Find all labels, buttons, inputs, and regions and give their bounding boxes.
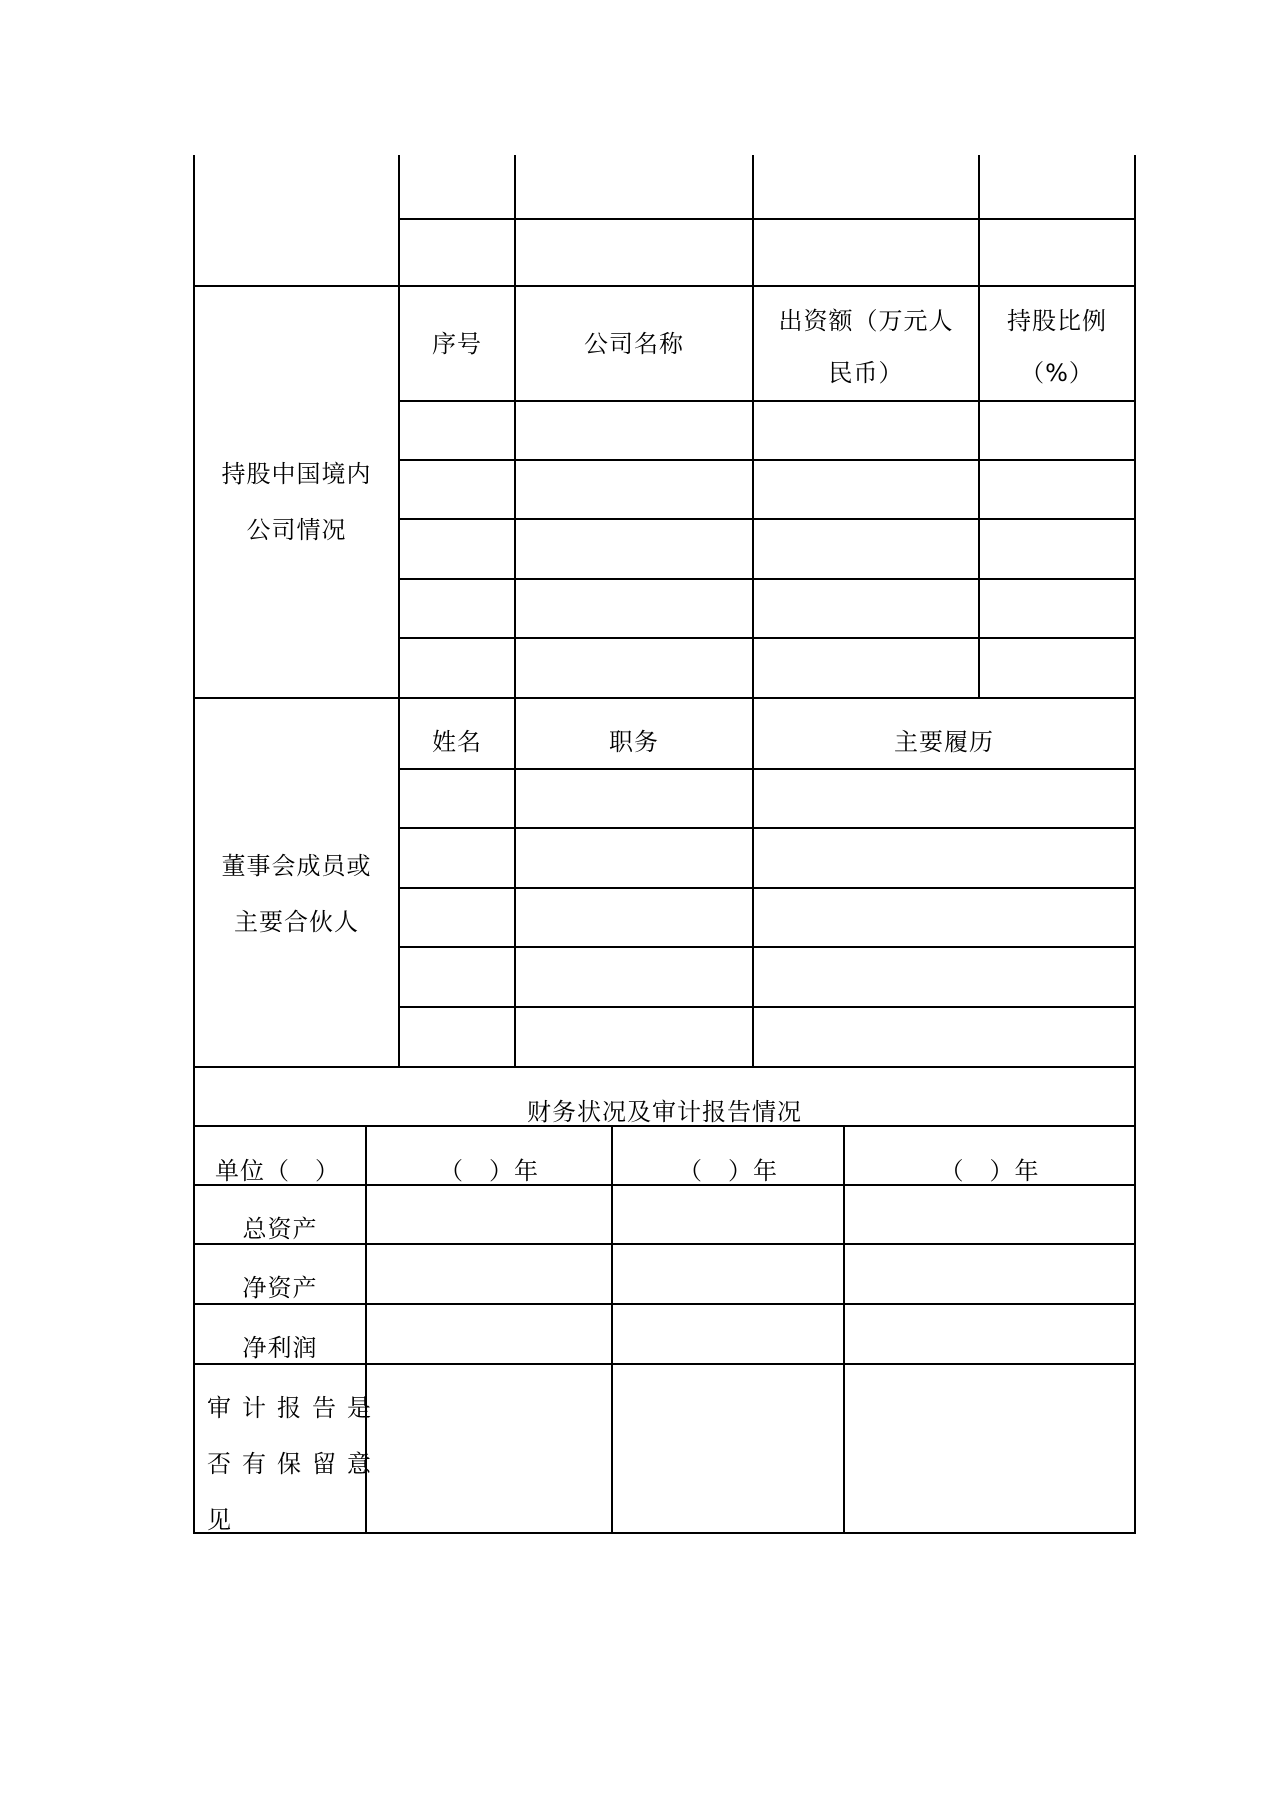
column-header-title: 职务	[609, 728, 659, 756]
line-h	[399, 218, 1136, 220]
line-h	[194, 1066, 1136, 1068]
column-header-amount-line1: 出资额（万元人	[778, 307, 954, 335]
year-column-3: （ ）年	[939, 1157, 1040, 1185]
line-v	[1134, 155, 1136, 1534]
finance-title: 财务状况及审计报告情况	[527, 1098, 802, 1126]
line-h	[399, 887, 1136, 889]
column-header-amount-line2: 民币）	[828, 359, 904, 387]
column-header-company: 公司名称	[584, 329, 684, 358]
column-header-name: 姓名	[432, 728, 482, 756]
year-column-1: （ ）年	[439, 1157, 539, 1185]
line-v	[978, 155, 980, 698]
line-h	[194, 697, 1136, 699]
shareholding-label	[195, 446, 398, 558]
line-h	[399, 1006, 1136, 1008]
line-h	[399, 827, 1136, 829]
audit-label-line2: 否有保留意	[207, 1450, 382, 1478]
line-h	[399, 459, 1136, 461]
line-h	[399, 400, 1136, 402]
column-header-resume: 主要履历	[894, 728, 994, 756]
line-h	[399, 518, 1136, 520]
column-header-no: 序号	[432, 329, 482, 358]
audit-label-line3: 见	[207, 1506, 232, 1534]
board-label-line2: 主要合伙人	[234, 908, 359, 936]
board-label	[195, 838, 398, 950]
unit-label: 单位（ ）	[215, 1157, 340, 1185]
line-h	[399, 946, 1136, 948]
year-column-2: （ ）年	[678, 1157, 778, 1185]
line-h	[399, 637, 1136, 639]
row-label-net-assets: 净资产	[242, 1274, 318, 1302]
column-header-ratio-line1: 持股比例	[1007, 307, 1107, 335]
column-header-ratio	[980, 295, 1134, 399]
shareholding-label-line1: 持股中国境内	[221, 460, 372, 488]
audit-opinion-label	[207, 1380, 382, 1548]
row-label-net-profit: 净利润	[242, 1334, 318, 1362]
line-v	[752, 155, 754, 1067]
line-h	[399, 578, 1136, 580]
column-header-amount	[754, 295, 978, 399]
line-h	[399, 768, 1136, 770]
row-label-total-assets: 总资产	[242, 1215, 318, 1243]
column-header-ratio-line2: （%）	[1020, 359, 1094, 387]
board-label-line1: 董事会成员或	[221, 852, 372, 880]
audit-label-line1: 审计报告是	[207, 1394, 382, 1422]
shareholding-label-line2: 公司情况	[246, 516, 347, 544]
